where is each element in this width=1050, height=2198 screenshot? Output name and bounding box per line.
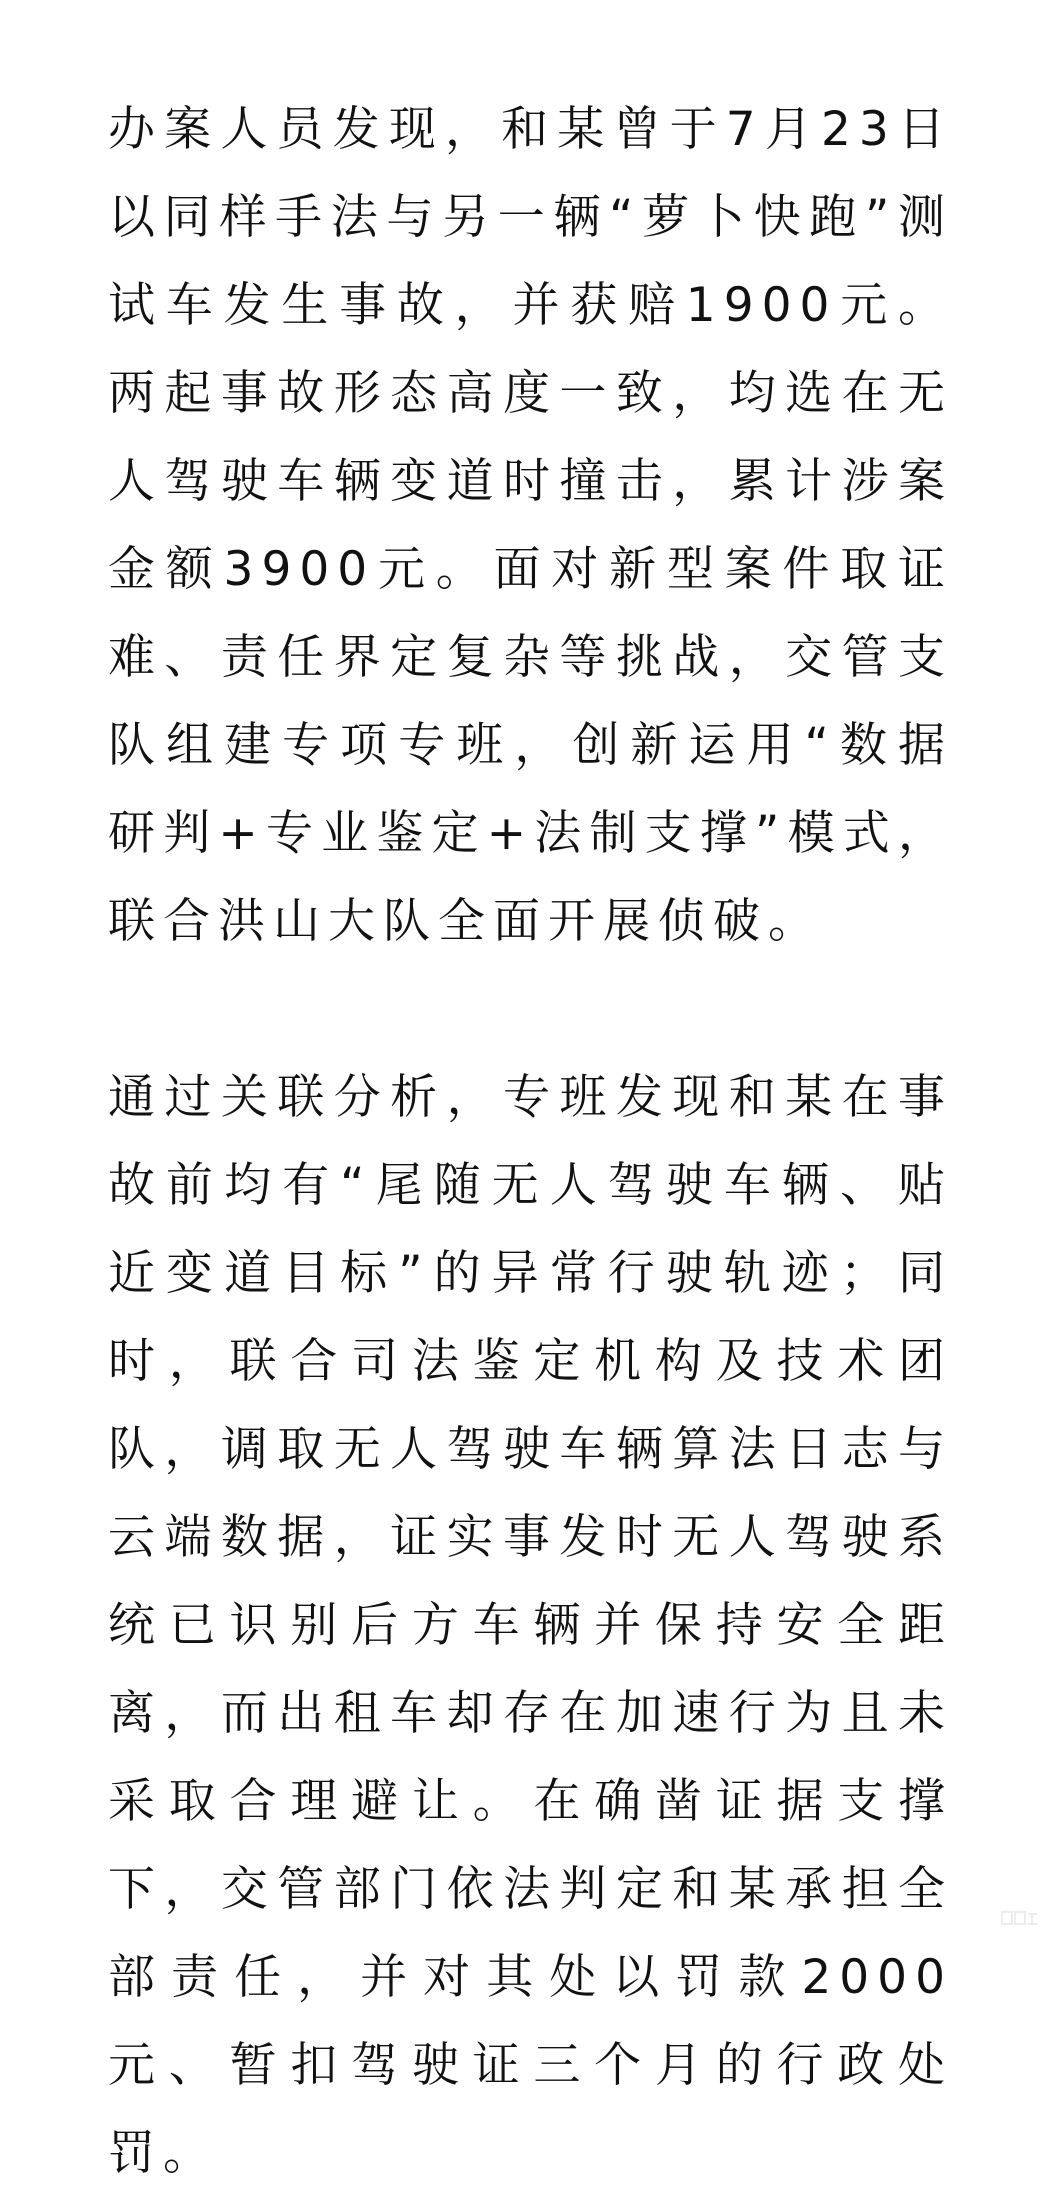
paragraph-1: 办案人员发现，和某曾于7月23日以同样手法与另一辆“萝卜快跑”测试车发生事故，并获赔1900元。两起事故形态高度一致，均选在无人驾驶车辆变道时撞击，累计涉案金额3900元。面对新型案件取证难、责任界定复杂等挑战，交管支队组建专项专班，创新运用“数据研判+专业鉴定+法制支撑”模式，联合洪山大队全面开展侦破。 <box>108 102 953 949</box>
faint-corner-mark-icon <box>1000 1906 1040 1930</box>
paragraph-2: 通过关联分析，专班发现和某在事故前均有“尾随无人驾驶车辆、贴近变道目标”的异常行驶轨迹；同时，联合司法鉴定机构及技术团队，调取无人驾驶车辆算法日志与云端数据，证实事发时无人驾驶系统已识别后方车辆并保持安全距离，而出租车却存在加速行为且未采取合理避让。在确凿证据支撑下，交管部门依法判定和某承担全部责任，并对其处以罚款2000元、暂扣驾驶证三个月的行政处罚。 <box>108 1070 953 2181</box>
article-body <box>108 86 953 2198</box>
